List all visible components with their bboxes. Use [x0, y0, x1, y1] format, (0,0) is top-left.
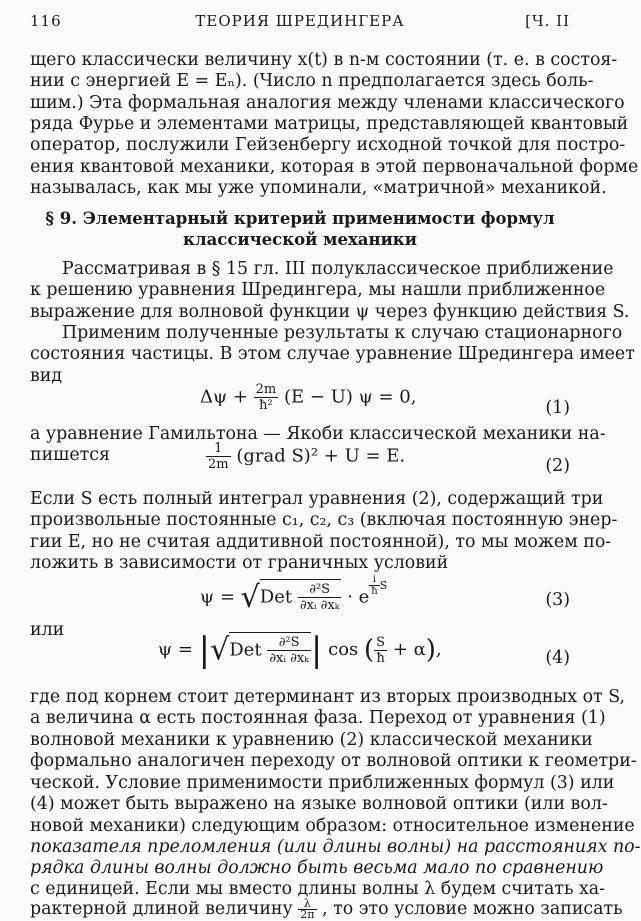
text-line: а уравнение Гамильтона — Якоби классической механики на-	[30, 424, 606, 444]
text-line: выражение для волновой функции ψ через функцию действия S.	[30, 302, 630, 322]
equation-3	[200, 574, 387, 615]
text-line: шим.) Эта формальная аналогия между членами классического	[30, 93, 625, 113]
eq2-num: 1	[206, 441, 231, 457]
text-line: ряда Фурье и элементами матрицы, представляющей квантовый	[30, 114, 629, 134]
exp-fraction	[369, 574, 379, 597]
paren-close: )	[425, 635, 436, 665]
det-label: Det	[259, 586, 293, 608]
eq3-num: ∂²S	[298, 582, 342, 598]
text-line: формально аналогичен переходу от волновой оптики к геометри-	[30, 751, 637, 771]
eq4-den: ∂xᵢ ∂xₖ	[269, 650, 309, 666]
text-line: показателя преломления (или длины волны) на расстояниях по-	[30, 837, 641, 857]
radical-sign: √	[210, 632, 230, 668]
exp-s: S	[379, 578, 388, 592]
page-header	[30, 12, 570, 34]
text-line: называлась, как мы уже упоминали, «матричной» механикой.	[30, 178, 607, 198]
text-line-last	[30, 897, 623, 921]
equation-number: (3)	[545, 590, 570, 610]
text-line: (4) может быть выражено на языке волновой оптики (или вол-	[30, 794, 608, 814]
text-line: Рассматривая в § 15 гл. III полуклассическое приближение	[62, 259, 614, 279]
equation-number: (4)	[545, 648, 570, 668]
eq1-den: ħ²	[259, 398, 273, 413]
abs-bar-left: |	[198, 630, 211, 670]
text-line: Если S есть полный интеграл уравнения (2), содержащий три	[30, 489, 604, 509]
text-line: оператор, послужили Гейзенбергу исходной точкой для постро-	[30, 135, 626, 155]
text-line: волновой механики к уравнению (2) классической механики	[30, 730, 593, 750]
eq4-lhs: ψ =	[158, 639, 193, 660]
text-line: гии E, но не считая аддитивной постоянной), то мы можем по-	[30, 532, 612, 552]
alpha-term: + α	[392, 639, 426, 660]
eq1-fraction	[254, 382, 279, 413]
text-line: пишется	[30, 445, 110, 465]
det-label: Det	[229, 639, 262, 660]
section-heading-cont: классической механики	[183, 230, 417, 249]
radicand	[260, 579, 342, 613]
equation-4: ψ = |√Det $\frac{\text{∂²S}}{\text{∂xᵢ ∂xₖ}}$ | cos ( $\frac{S}{ħ}$ + α),	[158, 630, 442, 670]
paren-open: (	[364, 635, 375, 665]
lambda-den: 2π	[300, 908, 315, 921]
radicand	[229, 632, 311, 666]
eq1-rhs: (E − U) ψ = 0,	[284, 386, 417, 408]
exp-base: · e	[347, 586, 370, 608]
text-line: Применим полученные результаты к случаю стационарного	[62, 323, 623, 343]
text-fragment: рактерной длиной величину	[30, 899, 293, 919]
eq3-fraction	[298, 582, 342, 613]
section-heading: § 9. Элементарный критерий применимости формул	[45, 209, 555, 228]
eq2-den: 2m	[208, 457, 229, 472]
text-line: вид	[30, 366, 63, 386]
text-line: ения квантовой механики, которая в этой первоначальной форме	[30, 157, 639, 177]
eq2-rhs: (grad S)² + U = E.	[236, 445, 406, 467]
equation-number: (2)	[545, 456, 570, 476]
text-line: ложить в зависимости от граничных условий	[30, 553, 449, 573]
text-line: к решению уравнения Шредингера, мы нашли приближенное	[30, 280, 606, 300]
exp-den: ħ	[371, 586, 378, 597]
eq1-num: 2m	[255, 382, 277, 397]
text-line: где под корнем стоит детерминант из вторых производных от S,	[30, 687, 626, 707]
cos-label: cos	[328, 639, 359, 660]
text-line: ческой. Условие применимости приближенных формул (3) или	[30, 773, 615, 793]
running-title: ТЕОРИЯ ШРЕДИНГЕРА	[195, 12, 405, 30]
eq3-lhs: ψ =	[200, 586, 235, 608]
equation-1	[200, 382, 416, 413]
eq4-s-fraction	[374, 635, 387, 666]
text-line: щего классически величину x(t) в n-м состоянии (т. е. в состоя-	[30, 50, 618, 70]
lambda-num: λ	[298, 899, 316, 910]
text-line: рядка длины волны должно быть весьма мало по сравнению	[30, 858, 604, 878]
text-line: состояния частицы. В этом случае уравнение Шредингера имеет	[30, 344, 635, 364]
page-number: 116	[30, 12, 62, 30]
lambda-fraction	[298, 899, 316, 920]
eq4-fraction	[267, 635, 311, 666]
text-line: нии с энергией E = Eₙ). (Число n предполагается здесь боль-	[30, 71, 594, 91]
equation-number: (1)	[545, 398, 570, 418]
exp-num: i	[369, 574, 379, 586]
eq4-num: ∂²S	[267, 635, 311, 651]
radical-sign: √	[240, 580, 260, 615]
s-den: ħ	[376, 650, 385, 666]
text-fragment: , то это условие можно записать	[322, 899, 623, 919]
text-line: с единицей. Если мы вместо длины волны λ будем считать ха-	[30, 879, 605, 899]
eq2-fraction	[206, 441, 231, 472]
chapter-label: [Ч. II	[525, 12, 570, 30]
s-num: S	[376, 634, 386, 650]
exponent	[369, 574, 388, 597]
text-line: новой механики) следующим образом: относительное изменение	[30, 816, 635, 836]
equation-2	[206, 441, 405, 472]
eq1-lhs: Δψ +	[200, 386, 248, 408]
text-line: произвольные постоянные c₁, c₂, c₃ (включая постоянную энер-	[30, 510, 618, 530]
or-word: или	[30, 620, 65, 640]
text-line: а величина α есть постоянная фаза. Переход от уравнения (1)	[30, 708, 606, 728]
eq3-den: ∂xᵢ ∂xₖ	[299, 598, 340, 613]
abs-bar-right: |	[310, 630, 323, 670]
